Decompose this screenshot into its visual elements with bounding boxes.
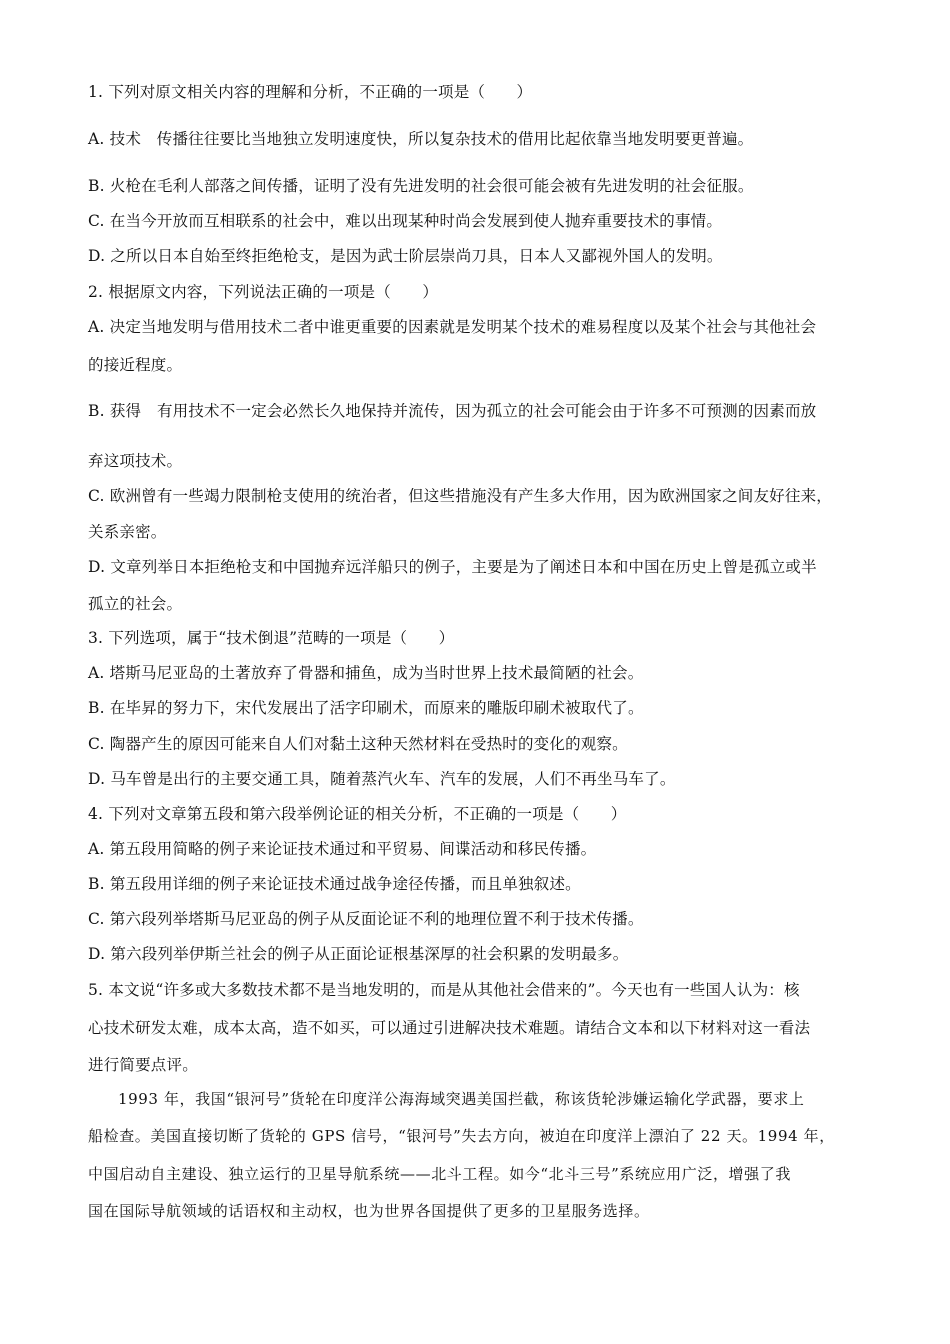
material-line-4: 国在国际导航领域的话语权和主动权，也为世界各国提供了更多的卫星服务选择。 bbox=[88, 1202, 650, 1220]
question-3-option-b: B. 在毕昇的努力下，宋代发展出了活字印刷术，而原来的雕版印刷术被取代了。 bbox=[88, 699, 644, 717]
question-4-option-c: C. 第六段列举塔斯马尼亚岛的例子从反面论证不利的地理位置不利于技术传播。 bbox=[88, 910, 644, 928]
question-1-option-b: B. 火枪在毛利人部落之间传播，证明了没有先进发明的社会很可能会被有先进发明的社会征服。 bbox=[88, 177, 754, 195]
question-1-option-d: D. 之所以日本自始至终拒绝枪支，是因为武士阶层崇尚刀具，日本人又鄙视外国人的发明。 bbox=[88, 247, 723, 265]
question-3-stem: 3. 下列选项，属于“技术倒退”范畴的一项是（ ） bbox=[88, 629, 455, 647]
question-2-option-c: C. 欧洲曾有一些竭力限制枪支使用的统治者，但这些措施没有产生多大作用，因为欧洲国家之间友好往来， bbox=[88, 487, 832, 505]
question-5-stem-line-1: 5. 本文说“许多或大多数技术都不是当地发明的，而是从其他社会借来的”。今天也有一些国人认为：核 bbox=[88, 981, 800, 999]
question-2-option-d-cont: 孤立的社会。 bbox=[88, 595, 183, 613]
question-2-option-b-cont: 弃这项技术。 bbox=[88, 452, 183, 470]
question-1-option-a: A. 技术 传播往往要比当地独立发明速度快，所以复杂技术的借用比起依靠当地发明要更普遍。 bbox=[88, 130, 754, 148]
question-2-option-a: A. 决定当地发明与借用技术二者中谁更重要的因素就是发明某个技术的难易程度以及某个社会与其他社会 bbox=[88, 318, 817, 336]
material-line-2: 船检查。美国直接切断了货轮的 GPS 信号，“银河号”失去方向，被迫在印度洋上漂泊了 22 天。1994 年， bbox=[88, 1127, 835, 1145]
question-3-option-d: D. 马车曾是出行的主要交通工具，随着蒸汽火车、汽车的发展，人们不再坐马车了。 bbox=[88, 770, 676, 788]
question-1-stem: 1. 下列对原文相关内容的理解和分析，不正确的一项是（ ） bbox=[88, 83, 533, 101]
question-5-stem-line-3: 进行简要点评。 bbox=[88, 1056, 198, 1074]
question-4-option-b: B. 第五段用详细的例子来论证技术通过战争途径传播，而且单独叙述。 bbox=[88, 875, 581, 893]
question-4-option-d: D. 第六段列举伊斯兰社会的例子从正面论证根基深厚的社会积累的发明最多。 bbox=[88, 945, 629, 963]
question-3-option-c: C. 陶器产生的原因可能来自人们对黏土这种天然材料在受热时的变化的观察。 bbox=[88, 735, 628, 753]
question-2-option-a-cont: 的接近程度。 bbox=[88, 356, 183, 374]
question-4-option-a: A. 第五段用简略的例子来论证技术通过和平贸易、间谍活动和移民传播。 bbox=[88, 840, 597, 858]
question-2-option-c-cont: 关系亲密。 bbox=[88, 523, 167, 541]
question-5-stem-line-2: 心技术研发太难，成本太高，造不如买，可以通过引进解决技术难题。请结合文本和以下材料对这一看法 bbox=[88, 1019, 811, 1037]
question-1-option-c: C. 在当今开放而互相联系的社会中，难以出现某种时尚会发展到使人抛弃重要技术的事情。 bbox=[88, 212, 723, 230]
question-2-option-b: B. 获得 有用技术不一定会必然长久地保持并流传，因为孤立的社会可能会由于许多不可预测的因素而放 bbox=[88, 402, 817, 420]
question-2-option-d: D. 文章列举日本拒绝枪支和中国抛弃远洋船只的例子，主要是为了阐述日本和中国在历史上曾是孤立或半 bbox=[88, 558, 817, 576]
question-3-option-a: A. 塔斯马尼亚岛的土著放弃了骨器和捕鱼，成为当时世界上技术最简陋的社会。 bbox=[88, 664, 644, 682]
question-2-stem: 2. 根据原文内容，下列说法正确的一项是（ ） bbox=[88, 283, 439, 301]
material-line-3: 中国启动自主建设、独立运行的卫星导航系统——北斗工程。如今“北斗三号”系统应用广泛，增强了我 bbox=[88, 1165, 791, 1183]
material-line-1: 1993 年，我国“银河号”货轮在印度洋公海海域突遇美国拦截，称该货轮涉嫌运输化学武器，要求上 bbox=[118, 1090, 805, 1108]
question-4-stem: 4. 下列对文章第五段和第六段举例论证的相关分析，不正确的一项是（ ） bbox=[88, 805, 627, 823]
